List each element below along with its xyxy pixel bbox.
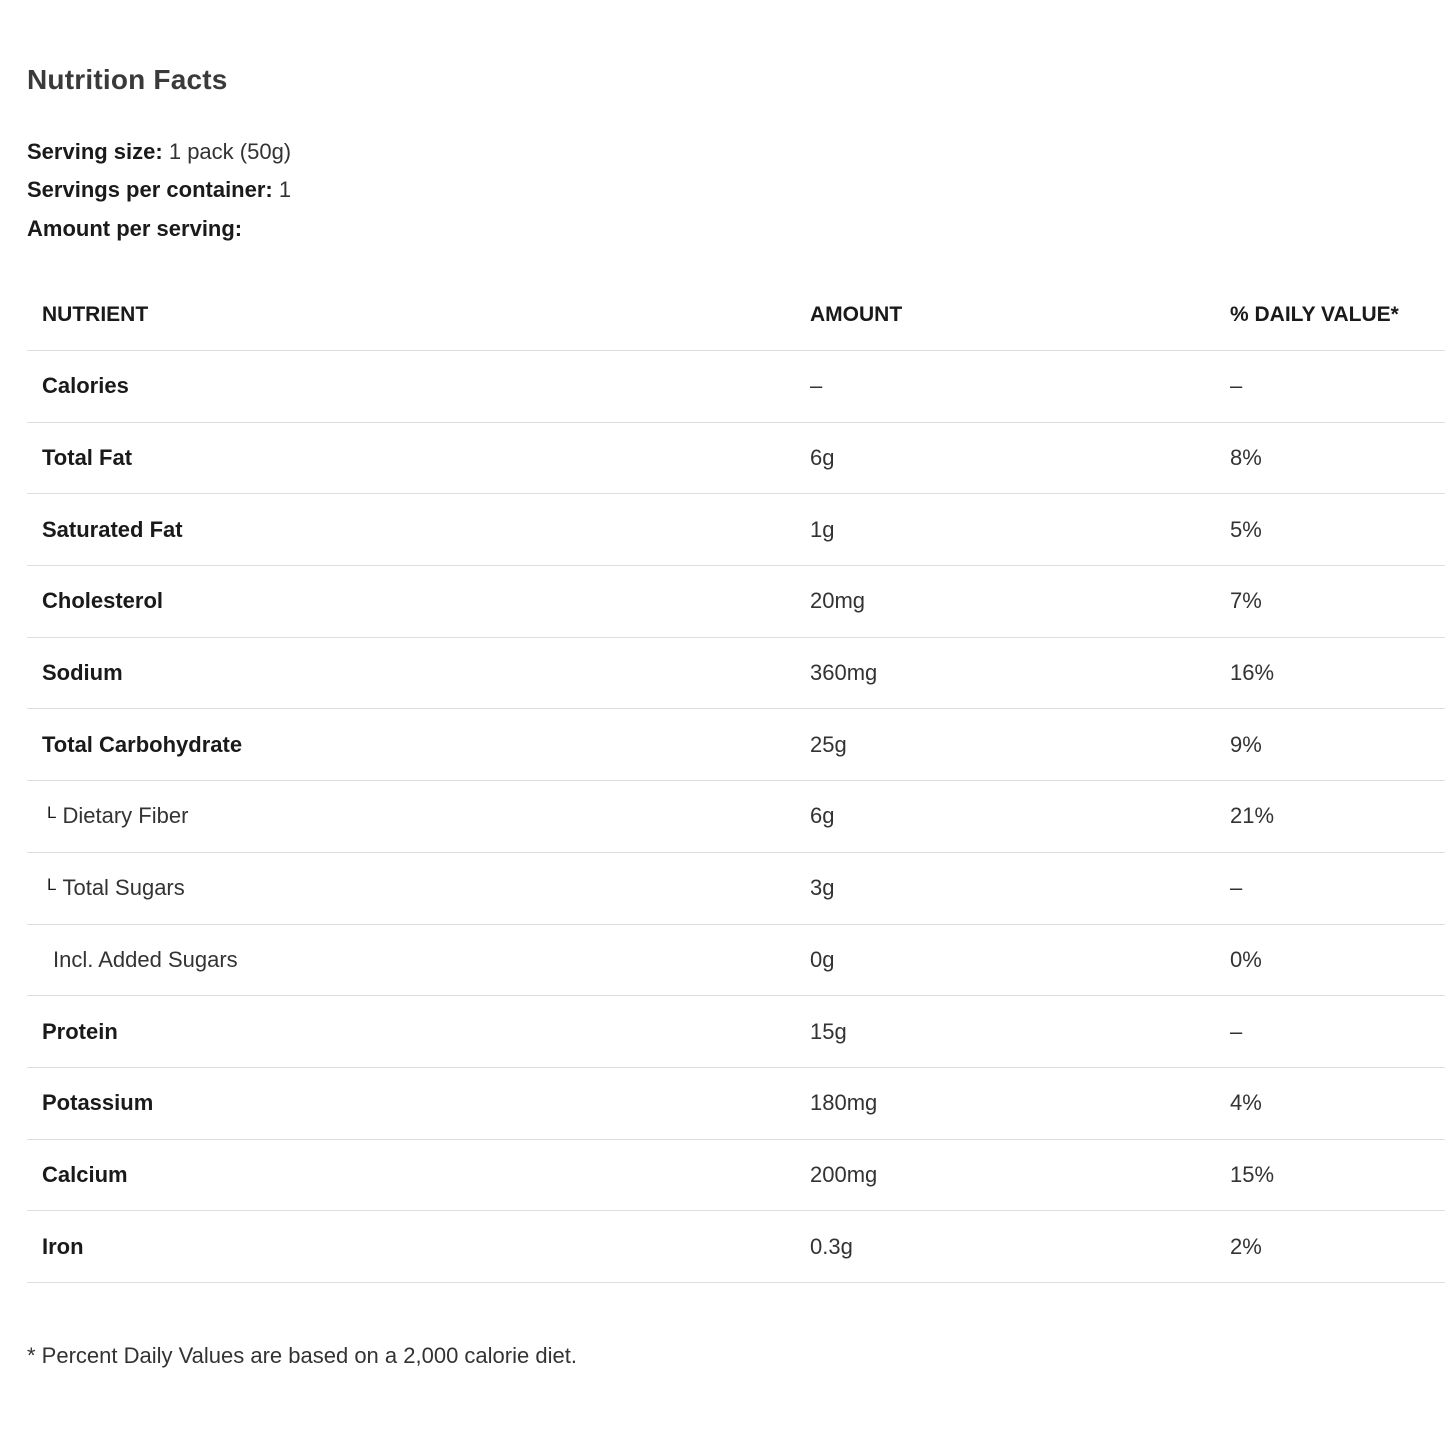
nutrient-amount: 1g: [795, 494, 1215, 566]
table-row: [27, 637, 1445, 709]
servings-per-container-label: Servings per container:: [27, 177, 273, 202]
sub-item-marker: L: [47, 875, 57, 895]
table-row: [27, 781, 1445, 853]
nutrient-daily-value: 0%: [1215, 924, 1445, 996]
nutrient-name: [27, 996, 795, 1068]
nutrient-label: Incl. Added Sugars: [53, 946, 238, 972]
nutrient-label: Cholesterol: [42, 588, 164, 614]
nutrient-label: Total Fat: [42, 445, 133, 471]
nutrient-amount: 6g: [795, 781, 1215, 853]
servings-per-container: [27, 177, 291, 203]
nutrient-label: Potassium: [42, 1090, 154, 1116]
nutrient-amount: 0g: [795, 924, 1215, 996]
nutrient-name: [27, 422, 795, 494]
nutrient-amount: 20mg: [795, 566, 1215, 638]
nutrient-label: Dietary Fiber: [62, 803, 189, 829]
nutrient-daily-value: 2%: [1215, 1211, 1445, 1283]
amount-per-serving-label: Amount per serving:: [27, 216, 243, 241]
table-row: [27, 1211, 1445, 1283]
header-amount: AMOUNT: [795, 280, 1215, 351]
table-row: [27, 709, 1445, 781]
serving-size-label: Serving size:: [27, 139, 163, 164]
nutrient-name: [27, 924, 795, 996]
serving-size: [27, 139, 291, 165]
nutrient-amount: 180mg: [795, 1067, 1215, 1139]
nutrient-daily-value: 21%: [1215, 781, 1445, 853]
table-row: [27, 996, 1445, 1068]
table-row: [27, 852, 1445, 924]
nutrient-daily-value: –: [1215, 996, 1445, 1068]
nutrient-daily-value: 16%: [1215, 637, 1445, 709]
nutrient-label: Total Carbohydrate: [42, 731, 243, 757]
nutrient-amount: 200mg: [795, 1139, 1215, 1211]
table-row: [27, 494, 1445, 566]
nutrient-daily-value: 9%: [1215, 709, 1445, 781]
table-row: [27, 1139, 1445, 1211]
amount-per-serving: [27, 216, 242, 242]
footnote: * Percent Daily Values are based on a 2,000 calorie diet.: [27, 1343, 577, 1368]
nutrient-amount: 6g: [795, 422, 1215, 494]
table-row: [27, 924, 1445, 996]
nutrient-name: [27, 566, 795, 638]
nutrient-amount: 0.3g: [795, 1211, 1215, 1283]
header-daily-value: % DAILY VALUE*: [1215, 280, 1445, 351]
table-body: [27, 351, 1445, 1283]
serving-size-value: 1 pack (50g): [168, 139, 292, 164]
nutrient-amount: 25g: [795, 709, 1215, 781]
nutrient-name: [27, 1067, 795, 1139]
nutrient-daily-value: 5%: [1215, 494, 1445, 566]
nutrient-daily-value: –: [1215, 852, 1445, 924]
nutrient-name: [27, 351, 795, 423]
nutrient-amount: –: [795, 351, 1215, 423]
page-title: Nutrition Facts: [27, 64, 228, 95]
nutrient-label: Calories: [42, 373, 129, 399]
nutrition-table: [27, 280, 1445, 1283]
nutrient-amount: 15g: [795, 996, 1215, 1068]
table-row: [27, 422, 1445, 494]
nutrient-name: [27, 709, 795, 781]
table-row: [27, 566, 1445, 638]
nutrient-label: Total Sugars: [62, 875, 185, 901]
nutrient-name: [27, 494, 795, 566]
nutrient-label: Sodium: [42, 660, 123, 686]
nutrient-daily-value: 7%: [1215, 566, 1445, 638]
nutrient-name: [27, 781, 795, 853]
nutrient-name: [27, 852, 795, 924]
servings-per-container-value: 1: [278, 177, 292, 202]
nutrient-name: [27, 1211, 795, 1283]
nutrient-daily-value: –: [1215, 351, 1445, 423]
nutrient-daily-value: 8%: [1215, 422, 1445, 494]
nutrient-label: Calcium: [42, 1161, 128, 1187]
nutrient-label: Iron: [42, 1233, 84, 1259]
table-header-row: [27, 280, 1445, 351]
nutrient-amount: 360mg: [795, 637, 1215, 709]
nutrient-name: [27, 637, 795, 709]
nutrient-label: Protein: [42, 1018, 118, 1044]
sub-item-marker: L: [47, 803, 57, 823]
nutrient-amount: 3g: [795, 852, 1215, 924]
table-row: [27, 351, 1445, 423]
nutrient-name: [27, 1139, 795, 1211]
table-row: [27, 1067, 1445, 1139]
header-nutrient: NUTRIENT: [27, 280, 795, 351]
nutrient-daily-value: 15%: [1215, 1139, 1445, 1211]
nutrient-label: Saturated Fat: [42, 516, 183, 542]
nutrient-daily-value: 4%: [1215, 1067, 1445, 1139]
